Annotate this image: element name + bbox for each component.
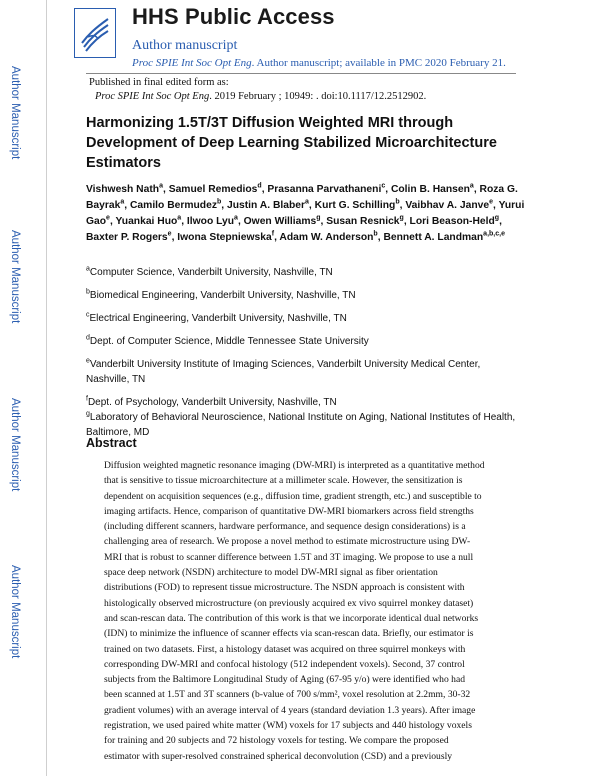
author-name: Prasanna Parvathaneni$^c$ — [267, 182, 386, 195]
affiliation-f: $^f$Dept. of Psychology, Vanderbilt University, Nashville, TN — [86, 395, 337, 408]
affiliation-c: $^c$Electrical Engineering, Vanderbilt University, Nashville, TN — [86, 311, 347, 324]
affiliation-d: $^d$Dept. of Computer Science, Middle Tennessee State University — [86, 334, 369, 347]
journal-abbrev: Proc SPIE Int Soc Opt Eng — [132, 57, 252, 69]
availability-text: . Author manuscript; available in PMC 2020 February 21. — [251, 57, 506, 69]
author-name: Yuankai Huo$^a$ — [115, 214, 182, 227]
abstract-line: corresponding DW-MRI and confocal histology (512 independent voxels). Second, 37 control — [104, 658, 465, 670]
author-name: Iwona Stepniewska$^f$ — [177, 230, 275, 243]
header-rule — [86, 73, 516, 74]
hhs-public-access-title: HHS Public Access — [132, 4, 335, 29]
author-name: Susan Resnick$^g$ — [326, 214, 404, 227]
author-name: Baxter P. Rogers$^e$ — [86, 230, 172, 243]
abstract-line: Diffusion weighted magnetic resonance imaging (DW-MRI) is interpreted as a quantitative method — [104, 460, 485, 471]
abstract-line: gradient volumes) with an average interval of 4 years (standard deviation 1.3 years). After image — [104, 704, 476, 716]
citation-journal: Proc SPIE Int Soc Opt Eng — [95, 91, 210, 102]
abstract-line: registration, we used paired white matter (WM) voxels for 17 subjects and 440 histology voxels — [104, 720, 472, 732]
author-name: Vaibhav A. Janve$^e$ — [405, 198, 494, 211]
abstract-line: distributions (FOD) to represent tissue microstructure. The NSDN approach is consistent with — [104, 582, 465, 594]
abstract-line: estimator with super-resolved constrained spherical deconvolution (CSD) and a previously — [104, 750, 453, 762]
abstract-body — [104, 458, 522, 764]
abstract-line: subjects from the Baltimore Longitudinal Study of Aging (67-95 y/o) were identified who had — [104, 674, 466, 686]
margin-divider — [46, 0, 47, 776]
author-name: Vishwesh Nath$^a$ — [86, 182, 163, 195]
author-manuscript-label: Author manuscript — [132, 38, 238, 53]
side-label: Author Manuscript — [9, 230, 21, 324]
abstract-line: been scanned at 1.5T and 3T scanners (b-value of 700 s/mm², voxel resolution at 2.2mm, 30-32 — [104, 689, 471, 701]
abstract-line: that is sensitive to tissue microarchitecture at a millimeter scale. However, the sensitization is — [104, 475, 463, 487]
abstract-line: for training and 20 subjects and 72 histology voxels for testing. We compare the proposed — [104, 735, 449, 747]
abstract-line: dependent on acquisition sequences (e.g., diffusion time, gradient strength, etc.) and susceptible to — [104, 490, 482, 502]
abstract-line: trained on two datasets. First, a histology dataset was acquired on three squirrel monkeys with — [104, 643, 466, 655]
abstract-heading: Abstract — [86, 436, 137, 450]
author-name: Owen Williams$^g$ — [243, 214, 321, 227]
side-label: Author Manuscript — [9, 565, 21, 659]
abstract-line: space deep network (NSDN) architecture to model DW-MRI signal as fiber orientation — [104, 567, 438, 579]
side-label: Author Manuscript — [9, 66, 21, 160]
author-name: Bennett A. Landman$^{a,b,c,e}$ — [383, 230, 505, 243]
author-name: Kurt G. Schilling$^b$ — [314, 198, 400, 211]
author-name: Yurui Gao$^e$ — [86, 200, 525, 227]
journal-availability-line — [132, 57, 506, 69]
published-in-label: Published in final edited form as: — [89, 77, 229, 88]
author-list: Vishwesh Nath$^a$, Samuel Remedios$^d$, Prasanna Parvathaneni$^c$, Colin B. Hansen$^a$, Roza G. Bayrak$^a$, Camilo Bermudez$^b$, Justin A. Blaber$^a$, Kurt G. Schilling$^b$, Vaibhav A. Janve$^e$, Yurui Gao$^e$, Yuankai Huo$^a$, Ilwoo Lyu$^a$, Owen Williams$^g$, Susan Resnick$^g$, Lori Beason-Held$^g$, Baxter P. Rogers$^e$, Iwona Stepniewska$^f$, Adam W. Anderson$^b$, Bennett A. Landman$^{a,b,c,e}$ — [86, 182, 525, 243]
abstract-line: (IDN) to minimize the influence of scanner effects via scan-rescan data. Briefly, our estimator is — [104, 628, 474, 640]
side-watermark-strip — [0, 0, 42, 776]
hhs-eagle-logo-icon — [74, 8, 116, 58]
citation-details: . 2019 February ; 10949: . doi:10.1117/12.2512902. — [209, 91, 427, 102]
side-label: Author Manuscript — [9, 398, 21, 492]
abstract-line: histologically observed microstructure (on previously acquired ex vivo squirrel monkey dataset) — [104, 597, 474, 609]
affiliation-b: $^b$Biomedical Engineering, Vanderbilt University, Nashville, TN — [86, 288, 356, 301]
abstract-line: and scan-rescan data. The contribution of this work is that we incorporate identical dual networks — [104, 612, 479, 624]
author-name: Justin A. Blaber$^a$ — [227, 198, 309, 211]
affiliation-e: $^e$Vanderbilt University Institute of Imaging Sciences, Vanderbilt University Medical Center, Nashville, TN — [86, 357, 481, 385]
publication-citation — [95, 91, 426, 102]
author-name: Roza G. Bayrak$^a$ — [86, 184, 518, 211]
author-name: Colin B. Hansen$^a$ — [390, 182, 474, 195]
author-name: Lori Beason-Held$^g$ — [409, 214, 500, 227]
author-name: Ilwoo Lyu$^a$ — [186, 214, 238, 227]
abstract-line: MRI that is robust to scanner difference between 1.5T and 3T imaging. We propose to use a null — [104, 551, 474, 563]
author-name: Camilo Bermudez$^b$ — [130, 198, 222, 211]
author-name: Samuel Remedios$^d$ — [168, 182, 262, 195]
abstract-line: (including different scanners, hardware performance, and sequence design considerations) is a — [104, 521, 466, 533]
abstract-line: imaging artifacts. Hence, comparison of quantitative DW-MRI biomarkers across field strengths — [104, 505, 474, 517]
paper-title: Harmonizing 1.5T/3T Diffusion Weighted MRI through Development of Deep Learning Stabilized Microarchitecture Estimators — [86, 115, 497, 171]
affiliation-a: $^a$Computer Science, Vanderbilt University, Nashville, TN — [86, 265, 333, 278]
author-name: Adam W. Anderson$^b$ — [279, 230, 378, 243]
affiliation-g: $^g$Laboratory of Behavioral Neuroscience, National Institute on Aging, National Institutes of Health, Baltimore, MD — [86, 410, 516, 438]
abstract-line: challenging area of research. We propose a novel method to estimate microstructure using DW- — [104, 536, 471, 548]
